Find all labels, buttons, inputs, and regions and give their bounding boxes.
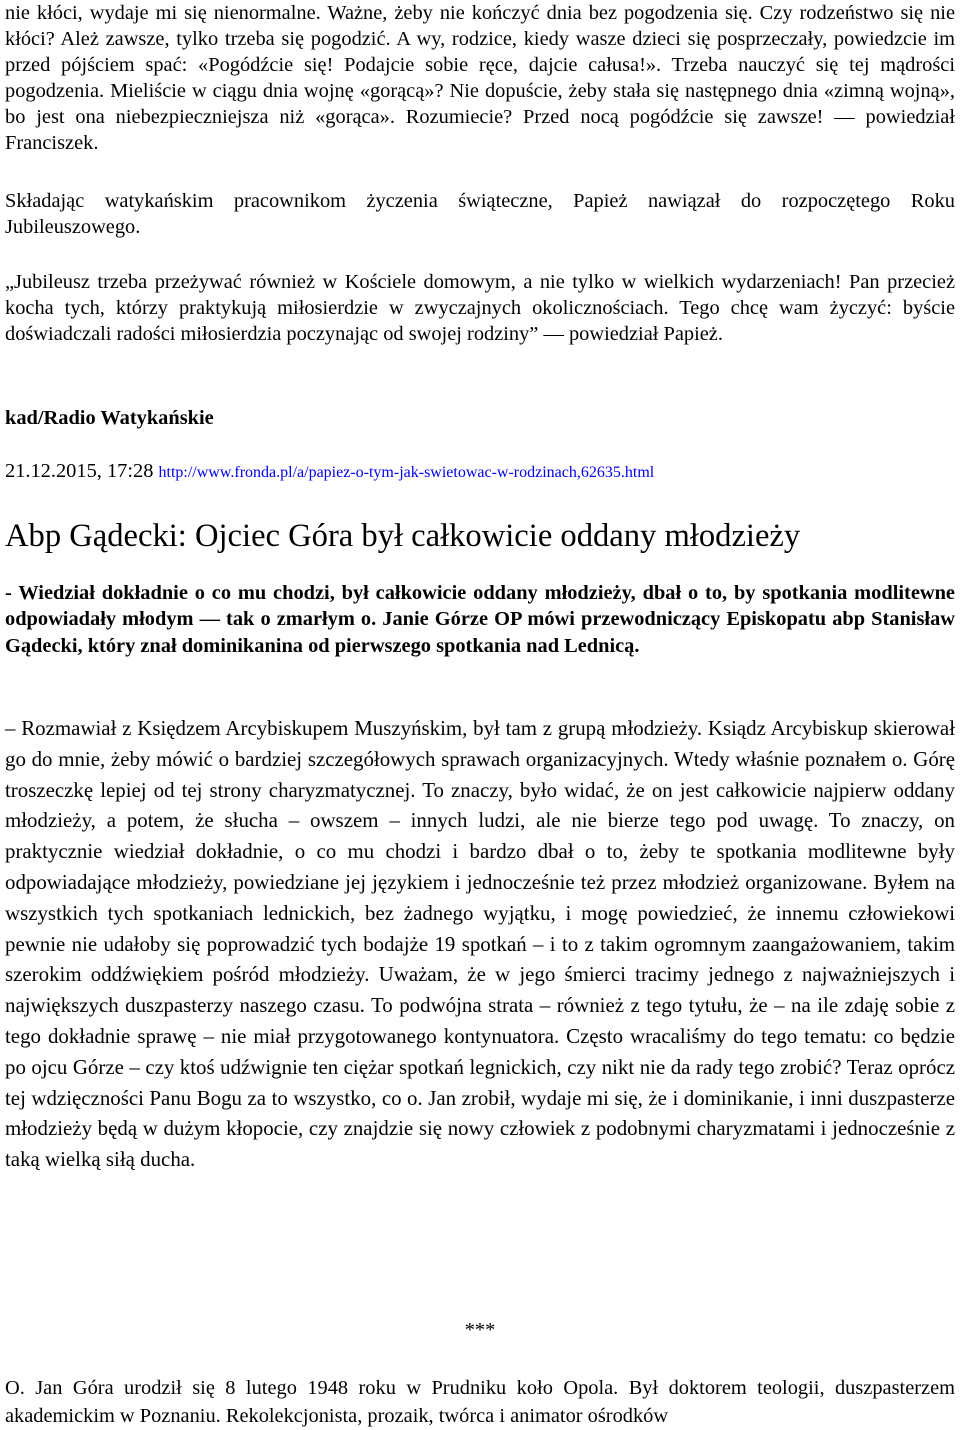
section-separator: *** [464,1319,496,1341]
biography-paragraph: O. Jan Góra urodził się 8 lutego 1948 roku w Prudniku koło Opola. Był doktorem teologii, duszpasterzem akademickim w Poznaniu. Rekolekcjonista, prozaik, twórca i animator ośrodków [5,1377,955,1427]
author-credit: kad/Radio Watykańskie [5,407,214,429]
source-link[interactable]: http://www.fronda.pl/a/papiez-o-tym-jak-swietowac-w-rodzinach,62635.html [158,464,655,481]
dateline [5,458,955,486]
article-lead: - Wiedział dokładnie o co mu chodzi, był całkowicie oddany młodzieży, dbał o to, by spotkania modlitewne odpowiadały młodym ― tak o zmarłym o. Janie Górze OP mówi przewodniczący Episkopatu abp Stanisław Gądecki, który znał dominikanina od pierwszego spotkania nad Lednicą. [5,582,955,657]
previous-article-quote: „Jubileusz trzeba przeżywać również w Kościele domowym, a nie tylko w wielkich wydarzeniach! Pan przecież kocha tych, którzy praktykują miłosierdzie w zwyczajnych okolicznościach. Tego chcę wam życzyć: byście doświadczali radości miłosierdzia poczynając od swojej rodziny” ― powiedział Papież. [5,271,955,345]
date-text: 21.12.2015, 17:28 [5,460,154,482]
previous-article-paragraph: nie kłóci, wydaje mi się nienormalne. Ważne, żeby nie kończyć dnia bez pogodzenia się. Czy rodzeństwo się nie kłóci? Ależ zawsze, tylko trzeba się pogodzić. A wy, rodzice, kiedy wasze dzieci się posprzeczały, powiedzcie im przed pójściem spać: «Pogódźcie się! Podajcie sobie ręce, dajcie całusa!». Trzeba nauczyć się tej mądrości pogodzenia. Mieliście w ciągu dnia wojnę «gorącą»? Nie dopuście, żeby stała się następnego dnia «zimną wojną», bo jest ona niebezpieczniejsza niż «gorąca». Rozumiecie? Przed nocą pogódźcie się zawsze! ― powiedział Franciszek. [5,2,955,154]
previous-article-paragraph: Składając watykańskim pracownikom życzenia świąteczne, Papież nawiązał do rozpoczętego Roku Jubileuszowego. [5,190,955,238]
article-headline: Abp Gądecki: Ojciec Góra był całkowicie oddany młodzieży [5,518,801,554]
article-body: – Rozmawiał z Księdzem Arcybiskupem Muszyńskim, był tam z grupą młodzieży. Ksiądz Arcybiskup skierował go do mnie, żeby mówić o bardziej szczegółowych sprawach organizacyjnych. Wtedy właśnie poznałem o. Górę troszeczkę lepiej od tej strony charyzmatycznej. To znaczy, było widać, że on jest całkowicie najpierw oddany młodzieży, a potem, że słucha – owszem – innych ludzi, ale nie bierze tego pod uwagę. To znaczy, on praktycznie wiedział dokładnie, o co mu chodzi i bardzo dbał o to, żeby te spotkania modlitewne były odpowiadające młodzieży, powiedziane jej językiem i jednocześnie też przez młodzież organizowane. Byłem na wszystkich tych spotkaniach lednickich, bez żadnego wyjątku, i mogę powiedzieć, że innemu człowiekowi pewnie nie udałoby się poprowadzić tych bodajże 19 spotkań – i to z takim ogromnym zaangażowaniem, takim szerokim oddźwiękiem pośród młodzieży. Uważam, że w jego śmierci tracimy jednego z najważniejszych i największych duszpasterzy naszego czasu. To podwójna strata – również z tego tytułu, że – na ile zdaję sobie z tego dokładnie sprawę – nie miał przygotowanego kontynuatora. Często wracaliśmy do tego tematu: co będzie po ojcu Górze – czy ktoś udźwignie ten ciężar spotkań legnickich, czy nikt nie da rady tego zrobić? Teraz oprócz tej wdzięczności Panu Bogu za to wszystko, co o. Jan zrobił, wydaje mi się, że i dominikanie, i inni duszpasterze młodzieży będą w dużym kłopocie, czy znajdzie się nowy człowiek z podobnymi charyzmatami i jednocześnie z taką wielką siłą ducha. [5,716,955,1172]
